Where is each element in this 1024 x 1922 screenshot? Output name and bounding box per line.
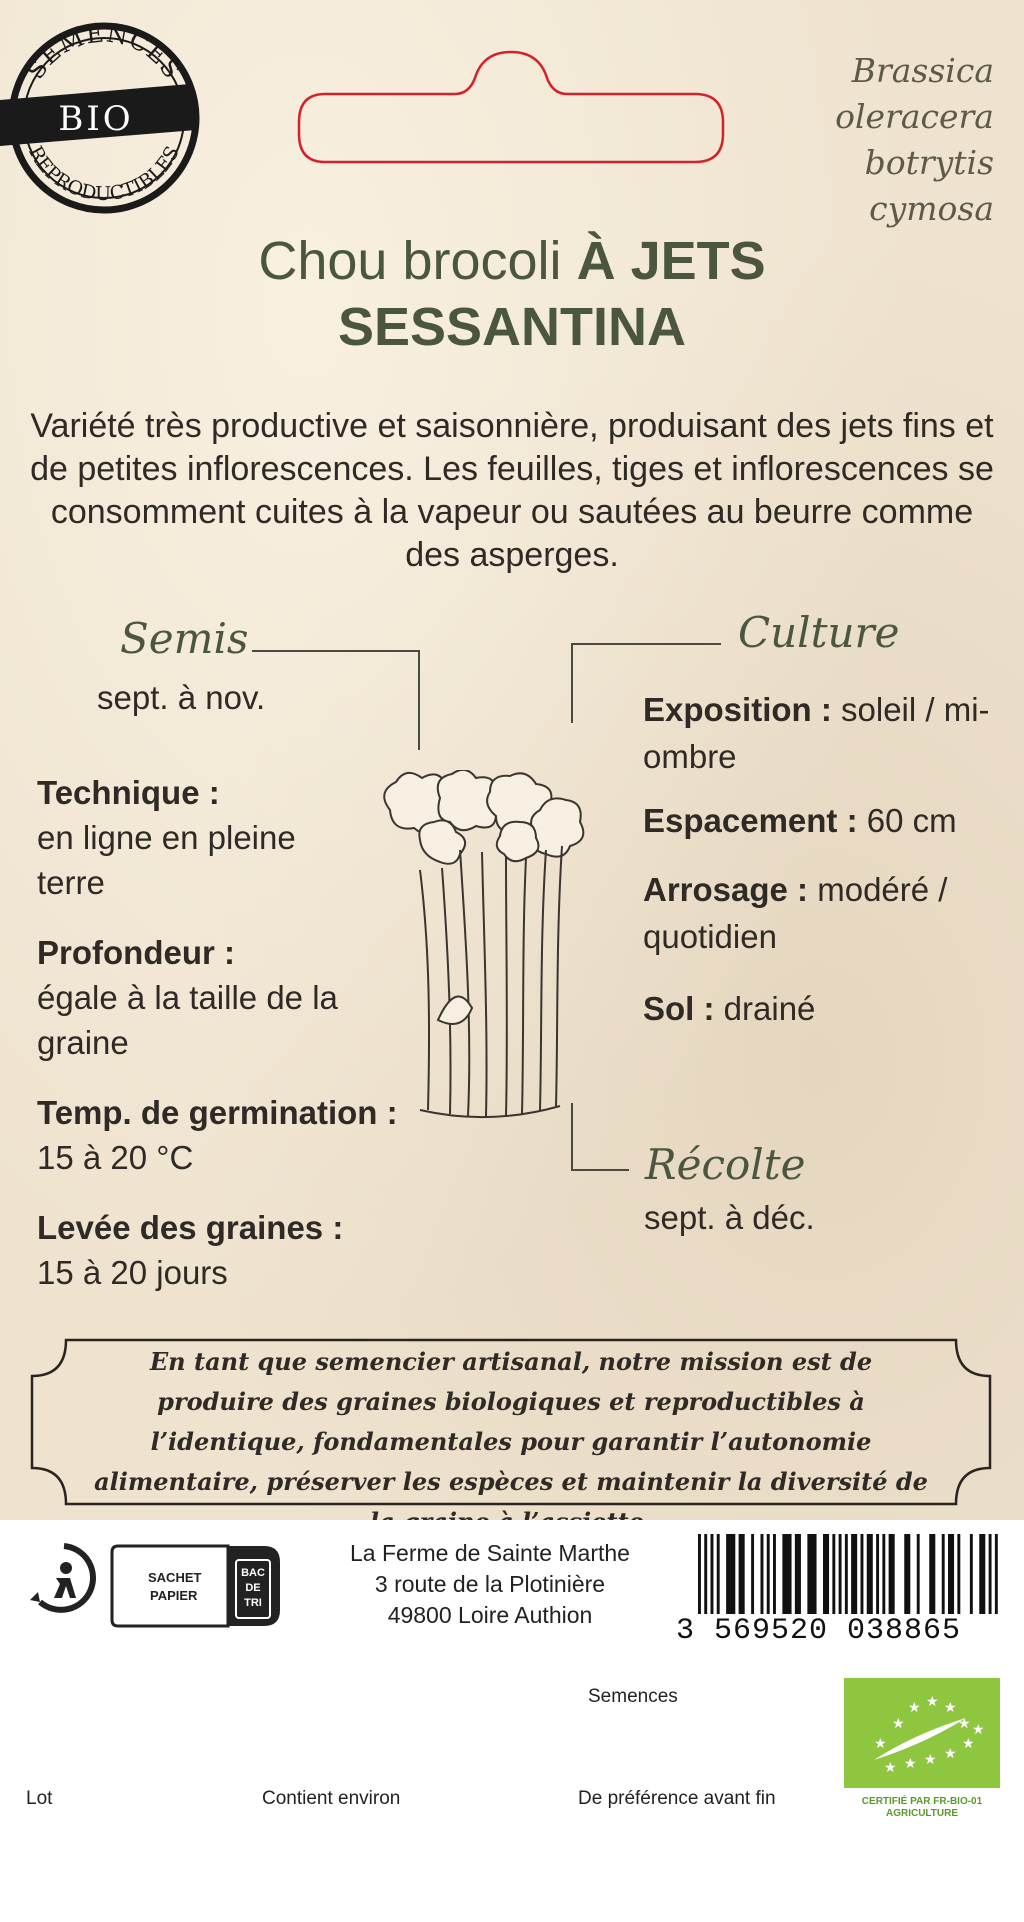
sol-label: Sol : <box>643 990 715 1027</box>
stamp-band-text: BIO <box>58 99 134 139</box>
barcode-bar <box>832 1534 835 1614</box>
espacement-value: 60 cm <box>866 802 957 839</box>
company-name: La Ferme de Sainte Marthe <box>350 1540 630 1566</box>
barcode-bar <box>917 1534 920 1614</box>
svg-text:★: ★ <box>924 1752 937 1768</box>
sachet-label-1: SACHET <box>148 1570 202 1585</box>
svg-text:★: ★ <box>962 1736 975 1752</box>
stamp-bottom-text: REPRODUCTIBLES <box>24 142 184 206</box>
svg-text:★: ★ <box>904 1756 917 1772</box>
product-description: Variété très productive et saisonnière, produisant des jets fins et de petites inflorescences. Les feuilles, tiges et inflorescences se consomment cuites à la vapeur ou sautées au beurre comme des asperges. <box>30 407 994 574</box>
barcode-bar <box>851 1534 857 1614</box>
barcode-bar <box>970 1534 973 1614</box>
title-variety: SESSANTINA <box>337 297 687 357</box>
detail-exposition <box>643 686 1003 780</box>
latin-name <box>734 48 994 232</box>
barcode-bar <box>882 1534 885 1614</box>
semis-value: sept. à nov. <box>97 679 266 716</box>
arrosage-value: modéré / quotidien <box>643 871 948 955</box>
semis-connector <box>252 650 420 652</box>
svg-text:★: ★ <box>884 1760 897 1776</box>
latin-species: oleracera <box>835 97 994 136</box>
bin-label-2: DE <box>245 1582 261 1594</box>
title-type: À JETS <box>576 231 766 291</box>
levee-value: 15 à 20 jours <box>37 1254 228 1291</box>
barcode-bar <box>948 1534 954 1614</box>
triman-recycle-icon <box>26 1542 102 1614</box>
barcode-bar <box>845 1534 848 1614</box>
barcode-bar <box>942 1534 945 1614</box>
mission-statement: En tant que semencier artisanal, notre mission est de produire des graines biologiques et reproductibles à l’identique, fondamentales pour garantir l’autonomie alimentaire, préserver les espèces et maintenir la diversité de <box>94 1347 928 1496</box>
barcode-bar <box>867 1534 873 1614</box>
germination-value: 15 à 20 °C <box>37 1139 194 1176</box>
exposition-value: soleil / mi-ombre <box>643 691 990 775</box>
hang-hole-outline <box>295 48 727 166</box>
barcode-bar <box>795 1534 801 1614</box>
semis-connector-vertical <box>418 650 420 750</box>
sachet-papier-sorting-icon <box>108 1542 284 1630</box>
semences-label: Semences <box>588 1686 678 1707</box>
svg-text:★: ★ <box>874 1736 887 1752</box>
recolte-heading: Récolte <box>645 1140 806 1189</box>
svg-text:★: ★ <box>958 1716 971 1732</box>
svg-text:★: ★ <box>892 1716 905 1732</box>
profondeur-label: Profondeur : <box>37 934 235 971</box>
barcode-bar <box>889 1534 895 1614</box>
detail-sol <box>643 985 1003 1032</box>
barcode-bar <box>767 1534 770 1614</box>
barcode-bar <box>876 1534 879 1614</box>
detail-espacement <box>643 797 1003 844</box>
culture-connector-vertical <box>571 643 573 723</box>
svg-text:SEMENCES <box>21 20 186 85</box>
broccoli-illustration <box>360 770 620 1130</box>
arrosage-label: Arrosage : <box>643 871 809 908</box>
eu-organic-leaf-logo <box>844 1678 1000 1788</box>
lot-label: Lot <box>26 1788 53 1809</box>
barcode-bar <box>711 1534 714 1614</box>
levee-label: Levée des graines : <box>37 1209 344 1246</box>
culture-heading: Culture <box>738 608 900 657</box>
barcode-bar <box>717 1534 720 1614</box>
barcode-bar <box>807 1534 816 1614</box>
barcode-bar <box>739 1534 745 1614</box>
svg-text:REPRODUCTIBLES <box>24 143 184 206</box>
detail-arrosage <box>643 866 1003 960</box>
barcode-bar <box>704 1534 707 1614</box>
barcode-bar <box>773 1534 776 1614</box>
barcode-bar <box>861 1534 864 1614</box>
barcode-bar <box>929 1534 935 1614</box>
contient-label: Contient environ <box>262 1788 401 1809</box>
eu-caption-line-2: AGRICULTURE <box>885 1808 959 1819</box>
technique-value: en ligne en pleine terre <box>37 819 296 901</box>
mission-banner <box>30 1336 992 1508</box>
barcode-number: 3 569520 038865 <box>676 1614 962 1648</box>
svg-text:★: ★ <box>926 1694 939 1710</box>
latin-genus: Brassica <box>851 51 994 90</box>
semis-heading: Semis <box>120 614 249 663</box>
technique-label: Technique : <box>37 774 220 811</box>
company-address <box>310 1538 670 1631</box>
barcode-bar <box>904 1534 910 1614</box>
barcode-bar <box>989 1534 992 1614</box>
culture-connector <box>571 643 721 645</box>
preference-label: De préférence avant fin <box>578 1788 776 1809</box>
sachet-label-2: PAPIER <box>150 1588 198 1603</box>
product-title <box>0 228 1024 360</box>
svg-text:★: ★ <box>972 1722 985 1738</box>
barcode-bar <box>995 1534 998 1614</box>
eu-caption-line-1: CERTIFIÉ PAR FR-BIO-01 <box>861 1796 983 1807</box>
barcode-bar <box>698 1534 701 1614</box>
stamp-top-text: SEMENCES <box>21 19 187 85</box>
bio-stamp-logo <box>0 10 200 220</box>
germination-label: Temp. de germination : <box>37 1094 398 1131</box>
sol-value: drainé <box>723 990 816 1027</box>
company-city: 49800 Loire Authion <box>387 1602 593 1628</box>
bin-label-3: TRI <box>244 1597 262 1609</box>
barcode-bar <box>957 1534 960 1614</box>
barcode-bar <box>979 1534 985 1614</box>
barcode-bar <box>726 1534 735 1614</box>
bin-label-1: BAC <box>241 1567 265 1579</box>
svg-text:★: ★ <box>944 1700 957 1716</box>
profondeur-value: égale à la taille de la graine <box>37 979 338 1061</box>
barcode-bar <box>839 1534 842 1614</box>
barcode-bar <box>823 1534 829 1614</box>
barcode-bar <box>761 1534 764 1614</box>
title-common-name: Chou brocoli <box>258 231 562 291</box>
latin-variety: botrytis cymosa <box>864 143 994 228</box>
company-street: 3 route de la Plotinière <box>374 1571 606 1597</box>
detail-levee <box>37 1205 437 1295</box>
exposition-label: Exposition : <box>643 691 832 728</box>
eu-organic-caption <box>828 1796 1016 1820</box>
svg-text:★: ★ <box>944 1746 957 1762</box>
svg-text:★: ★ <box>908 1700 921 1716</box>
recolte-value: sept. à déc. <box>644 1199 815 1236</box>
recolte-connector <box>571 1169 629 1171</box>
espacement-label: Espacement : <box>643 802 858 839</box>
barcode-bar <box>751 1534 754 1614</box>
barcode-bar <box>782 1534 791 1614</box>
